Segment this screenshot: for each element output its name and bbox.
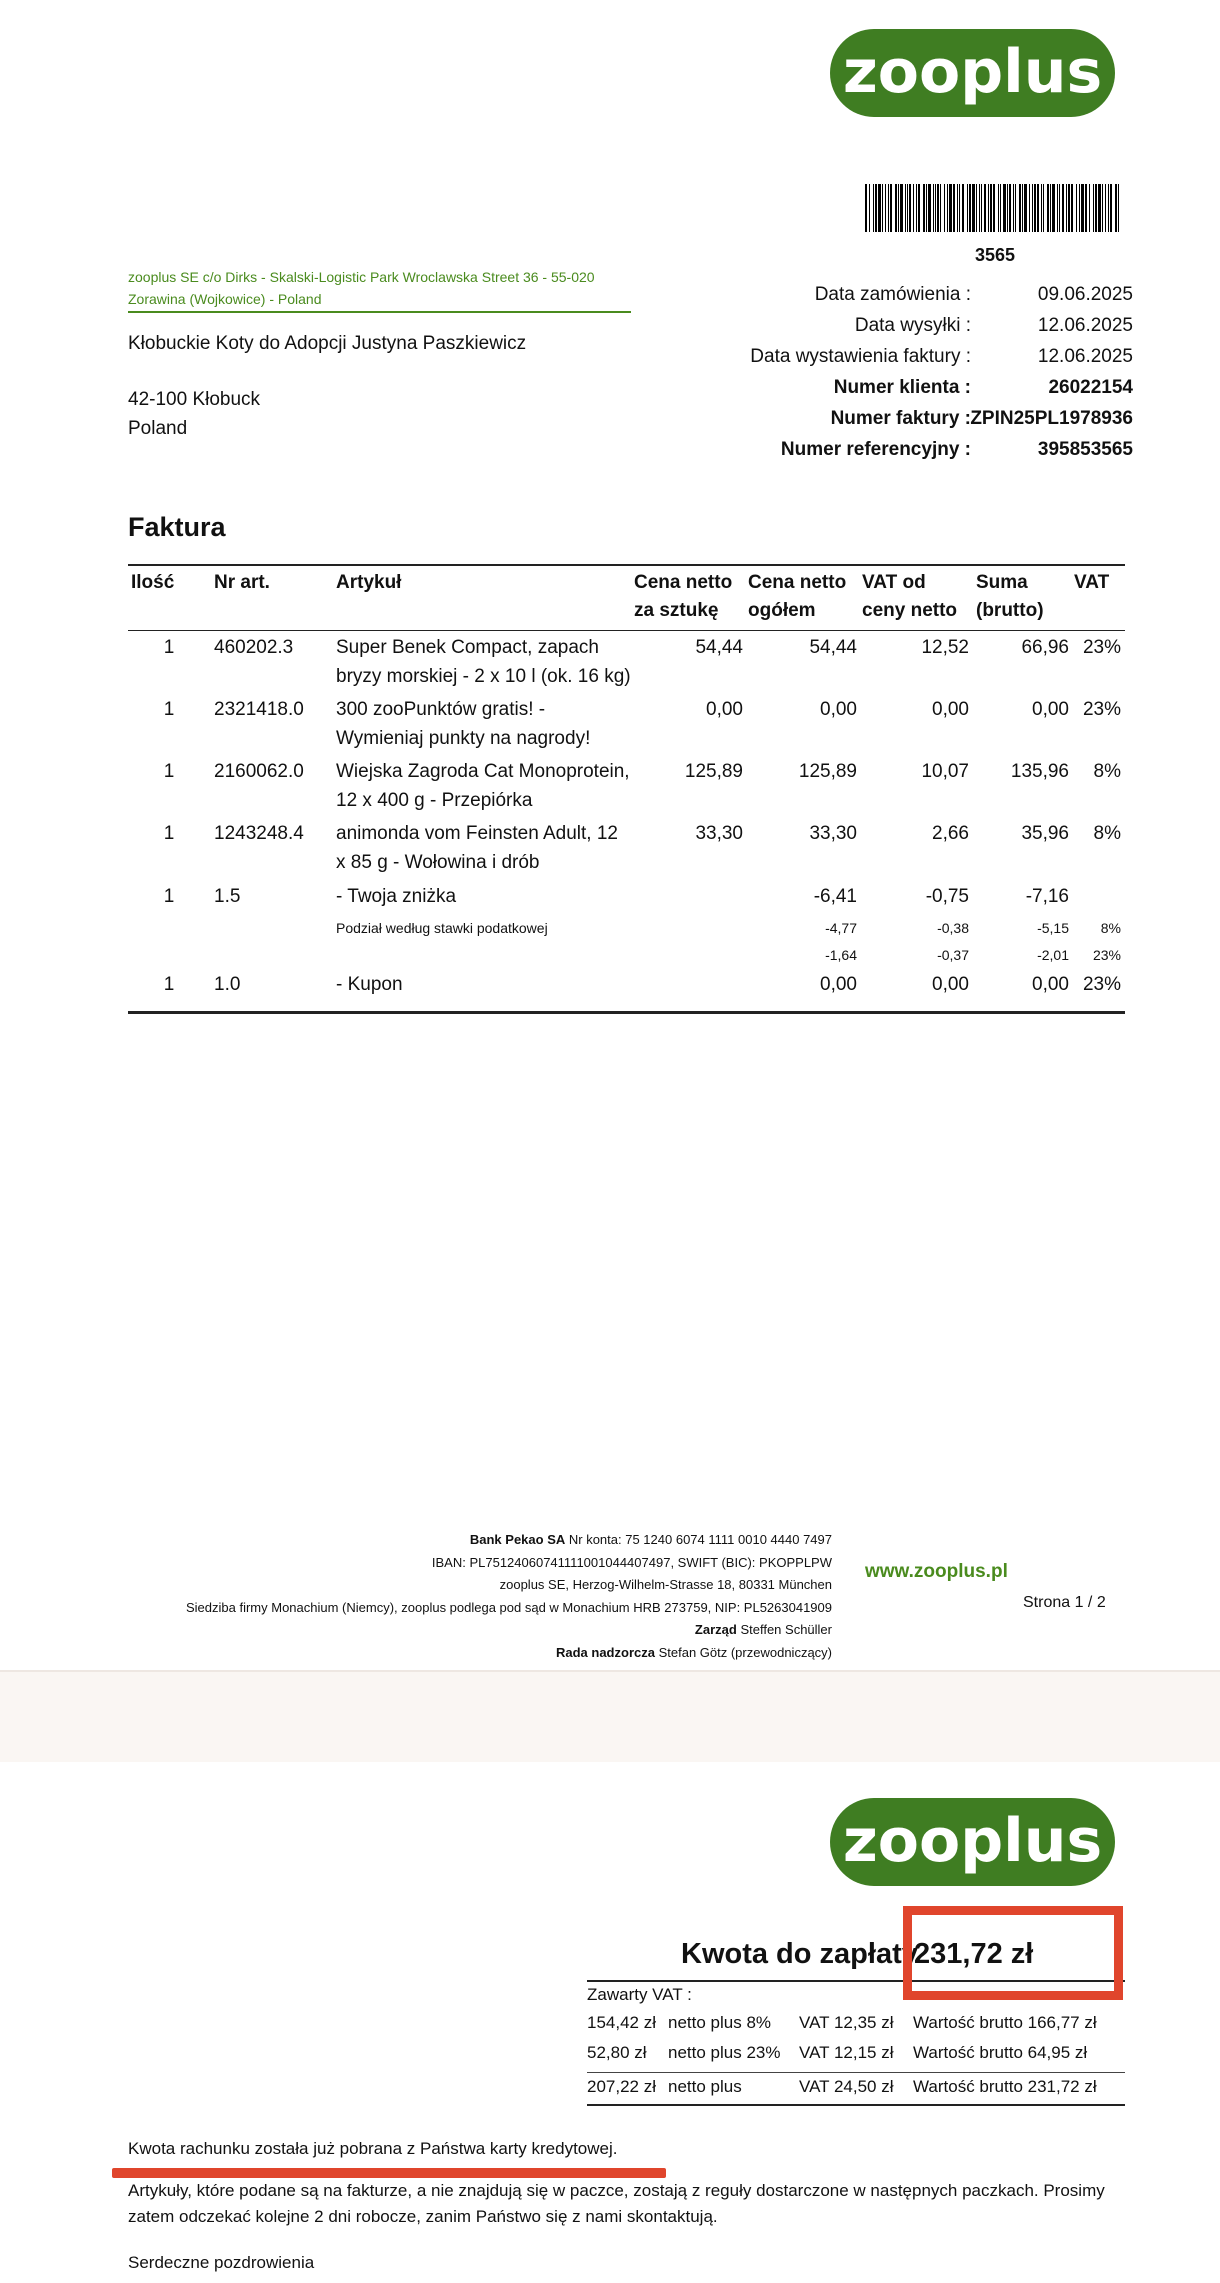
cell-article-line1: 300 zooPunktów gratis! - <box>336 699 546 720</box>
cell-gross: -7,16 <box>1025 886 1069 907</box>
footer-iban: IBAN: PL75124060741111001044407497, SWIFT (BIC): PKOPPLPW <box>431 1554 832 1570</box>
meta-value: 12.06.2025 <box>1037 315 1133 336</box>
cell-article-line2: bryzy morskiej - 2 x 10 l (ok. 16 kg) <box>336 666 631 687</box>
cell-vat-amount: 2,66 <box>932 823 969 844</box>
header-article: Artykuł <box>336 572 402 593</box>
cell-vat-rate: 23% <box>1082 974 1121 995</box>
cell-art-no: 1.5 <box>214 886 241 907</box>
vat-net: 52,80 zł <box>587 2043 647 2062</box>
cell-article-line2: x 85 g - Wołowina i drób <box>336 852 540 873</box>
zooplus-logo: zooplus <box>830 1798 1115 1886</box>
meta-value: 395853565 <box>1037 439 1133 460</box>
cell-article-line2: 12 x 400 g - Przepiórka <box>336 790 533 811</box>
company-footer <box>150 1529 832 1664</box>
meta-shipping-date <box>700 315 1133 343</box>
paid-notice: Kwota rachunku została już pobrana z Państwa karty kredytowej. <box>128 2139 618 2158</box>
footer-registry: Siedziba firmy Monachium (Niemcy), zooplus podlega pod sąd w Monachium HRB 273759, NIP: PL5263041909 <box>185 1599 832 1615</box>
header-vat-amount-line1: VAT od <box>862 572 926 593</box>
recipient-country: Poland <box>128 418 188 439</box>
recipient-name: Kłobuckie Koty do Adopcji Justyna Paszkiewicz <box>128 333 527 354</box>
footer-supervisory <box>150 1642 832 1665</box>
header-gross-line1: Suma <box>976 572 1028 593</box>
vat-net: 207,22 zł <box>587 2077 656 2096</box>
shipping-notice-line1: Artykuły, które podane są na fakturze, a nie znajdują się w paczce, zostają z reguły dostarczone w następnych paczkach. Prosimy <box>128 2181 1105 2200</box>
vat-desc: netto plus 8% <box>668 2013 772 2032</box>
vat-amount: VAT 24,50 zł <box>799 2077 894 2096</box>
meta-reference-number <box>700 439 1133 467</box>
invoice-title: Faktura <box>128 512 226 542</box>
highlight-box <box>903 1906 1123 2000</box>
cell-article-line2: Wymieniaj punkty na nagrody! <box>336 728 591 749</box>
footer-bank-account: Nr konta: 75 1240 6074 1111 0010 4440 7497 <box>568 1532 832 1547</box>
meta-value: 09.06.2025 <box>1037 284 1133 305</box>
cell-gross: 0,00 <box>1032 699 1069 720</box>
header-unit-net-line1: Cena netto <box>634 572 733 593</box>
header-unit-net <box>634 569 732 625</box>
cell-vat-rate: 23% <box>1082 637 1121 658</box>
cell-qty: 1 <box>163 823 175 844</box>
zooplus-logo: zooplus <box>830 29 1115 117</box>
meta-customer-number <box>700 377 1133 405</box>
header-qty: Ilość <box>131 572 175 593</box>
cell-qty: 1 <box>163 761 175 782</box>
cell-total-net: 0,00 <box>820 699 857 720</box>
meta-value: 26022154 <box>1048 377 1133 398</box>
cell-gross: -5,15 <box>1037 920 1069 936</box>
barcode-number: 3565 <box>974 245 1016 265</box>
header-total-net-line2: ogółem <box>748 600 816 621</box>
meta-value: ZPIN25PL1978936 <box>970 408 1133 429</box>
sender-line-2: Zorawina (Wojkowice) - Poland <box>128 291 322 307</box>
page-number: Strona 1 / 2 <box>1023 1594 1106 1611</box>
footer-supervisory-name: Stefan Götz (przewodniczący) <box>658 1644 832 1660</box>
cell-total-net: -1,64 <box>825 947 857 963</box>
header-vat-amount-line2: ceny netto <box>862 600 958 621</box>
header-vat-rate: VAT <box>1074 572 1110 593</box>
cell-art-no: 1.0 <box>214 974 241 995</box>
cell-qty: 1 <box>163 974 175 995</box>
cell-unit-net: 54,44 <box>695 637 743 658</box>
cell-gross: 0,00 <box>1032 974 1069 995</box>
footer-bank <box>150 1529 832 1552</box>
vat-amount: VAT 12,15 zł <box>799 2043 894 2062</box>
cell-gross: 66,96 <box>1021 637 1069 658</box>
cell-vat-amount: 0,00 <box>932 974 969 995</box>
sender-line-1: zooplus SE c/o Dirks - Skalski-Logistic Park Wroclawska Street 36 - 55-020 <box>128 269 595 285</box>
cell-art-no: 1243248.4 <box>214 823 304 844</box>
table-header-rule <box>128 630 1125 631</box>
vat-gross: Wartość brutto 64,95 zł <box>913 2043 1088 2062</box>
cell-vat-amount: 12,52 <box>921 637 969 658</box>
vat-summary-row <box>587 2043 1125 2073</box>
cell-total-net: 33,30 <box>809 823 857 844</box>
meta-invoice-date <box>700 346 1133 374</box>
cell-vat-rate: 8% <box>1100 920 1121 936</box>
website-link[interactable]: www.zooplus.pl <box>865 1561 1008 1582</box>
meta-label: Numer klienta : <box>833 377 971 398</box>
cell-article-line1: animonda vom Feinsten Adult, 12 <box>336 823 619 844</box>
cell-qty: 1 <box>163 886 175 907</box>
meta-label: Numer referencyjny : <box>780 439 971 460</box>
meta-label: Data wystawienia faktury : <box>750 346 971 367</box>
red-underline-mark <box>112 2168 666 2178</box>
cell-gross: -2,01 <box>1037 947 1069 963</box>
cell-vat-rate: 8% <box>1093 761 1121 782</box>
footer-bank-name: Bank Pekao SA <box>469 1532 566 1547</box>
cell-article: - Twoja zniżka <box>336 886 457 907</box>
cell-vat-amount: 10,07 <box>921 761 969 782</box>
cell-total-net: -4,77 <box>825 920 857 936</box>
meta-label: Data wysyłki : <box>854 315 971 336</box>
cell-unit-net: 0,00 <box>706 699 743 720</box>
cell-art-no: 2160062.0 <box>214 761 304 782</box>
footer-supervisory-label: Rada nadzorcza <box>555 1644 655 1660</box>
meta-invoice-number <box>700 408 1133 436</box>
shipping-notice-line2: zatem odczekać kolejne 2 dni robocze, zanim Państwo się z nami skontaktują. <box>128 2207 718 2226</box>
footer-board-name: Steffen Schüller <box>740 1622 832 1637</box>
meta-order-date <box>700 284 1133 312</box>
cell-unit-net: 33,30 <box>695 823 743 844</box>
header-gross <box>976 569 1044 625</box>
cell-article: - Kupon <box>336 974 403 995</box>
cell-article-line1: Super Benek Compact, zapach <box>336 637 599 658</box>
vat-desc: netto plus <box>668 2077 742 2096</box>
cell-vat-rate: 23% <box>1082 699 1121 720</box>
footer-board <box>150 1619 832 1642</box>
amount-due-label: Kwota do zapłaty <box>681 1938 918 1970</box>
cell-art-no: 2321418.0 <box>214 699 304 720</box>
vat-bottom-rule <box>587 2104 1125 2106</box>
vat-summary-row <box>587 2013 1125 2043</box>
cell-vat-amount: -0,37 <box>937 947 969 963</box>
header-vat-amount <box>862 569 957 625</box>
cell-vat-rate: 8% <box>1093 823 1121 844</box>
cell-gross: 135,96 <box>1010 761 1069 782</box>
vat-desc: netto plus 23% <box>668 2043 781 2062</box>
vat-amount: VAT 12,35 zł <box>799 2013 894 2032</box>
header-art-no: Nr art. <box>214 572 270 593</box>
vat-summary-total-row <box>587 2077 1125 2107</box>
table-top-rule <box>128 564 1125 566</box>
barcode <box>865 184 1122 232</box>
cell-vat-amount: 0,00 <box>932 699 969 720</box>
footer-address: zooplus SE, Herzog-Wilhelm-Strasse 18, 80331 München <box>499 1577 832 1592</box>
header-gross-line2: (brutto) <box>976 600 1044 621</box>
cell-unit-net: 125,89 <box>684 761 743 782</box>
meta-label: Data zamówienia : <box>814 284 971 305</box>
sender-address <box>128 266 631 313</box>
cell-total-net: -6,41 <box>813 886 857 907</box>
recipient-city: 42-100 Kłobuck <box>128 389 261 410</box>
invoice-page-2 <box>0 1762 1220 2283</box>
vat-included-label: Zawarty VAT : <box>587 1985 692 2004</box>
cell-total-net: 125,89 <box>798 761 857 782</box>
cell-total-net: 0,00 <box>820 974 857 995</box>
header-unit-net-line2: za sztukę <box>634 600 719 621</box>
cell-article-line1: Wiejska Zagroda Cat Monoprotein, <box>336 761 630 782</box>
header-total-net-line1: Cena netto <box>748 572 847 593</box>
cell-vat-amount: -0,75 <box>925 886 969 907</box>
table-bottom-rule <box>128 1011 1125 1014</box>
vat-net: 154,42 zł <box>587 2013 656 2032</box>
header-total-net <box>748 569 846 625</box>
vat-gross: Wartość brutto 166,77 zł <box>913 2013 1097 2032</box>
meta-value: 12.06.2025 <box>1037 346 1133 367</box>
amount-due-value: 231,72 zł <box>914 1938 1034 1970</box>
cell-gross: 35,96 <box>1021 823 1069 844</box>
page-separator <box>0 1670 1220 1762</box>
vat-total-rule <box>587 2072 1125 2073</box>
greeting: Serdeczne pozdrowienia <box>128 2253 315 2272</box>
cell-qty: 1 <box>163 637 175 658</box>
cell-vat-amount: -0,38 <box>937 920 969 936</box>
cell-qty: 1 <box>163 699 175 720</box>
meta-label: Numer faktury : <box>830 408 971 429</box>
cell-art-no: 460202.3 <box>214 637 294 658</box>
cell-vat-rate: 23% <box>1092 947 1121 963</box>
cell-total-net: 54,44 <box>809 637 857 658</box>
footer-board-label: Zarząd <box>694 1622 737 1637</box>
vat-gross: Wartość brutto 231,72 zł <box>913 2077 1097 2096</box>
tax-split-label: Podział według stawki podatkowej <box>336 920 548 936</box>
